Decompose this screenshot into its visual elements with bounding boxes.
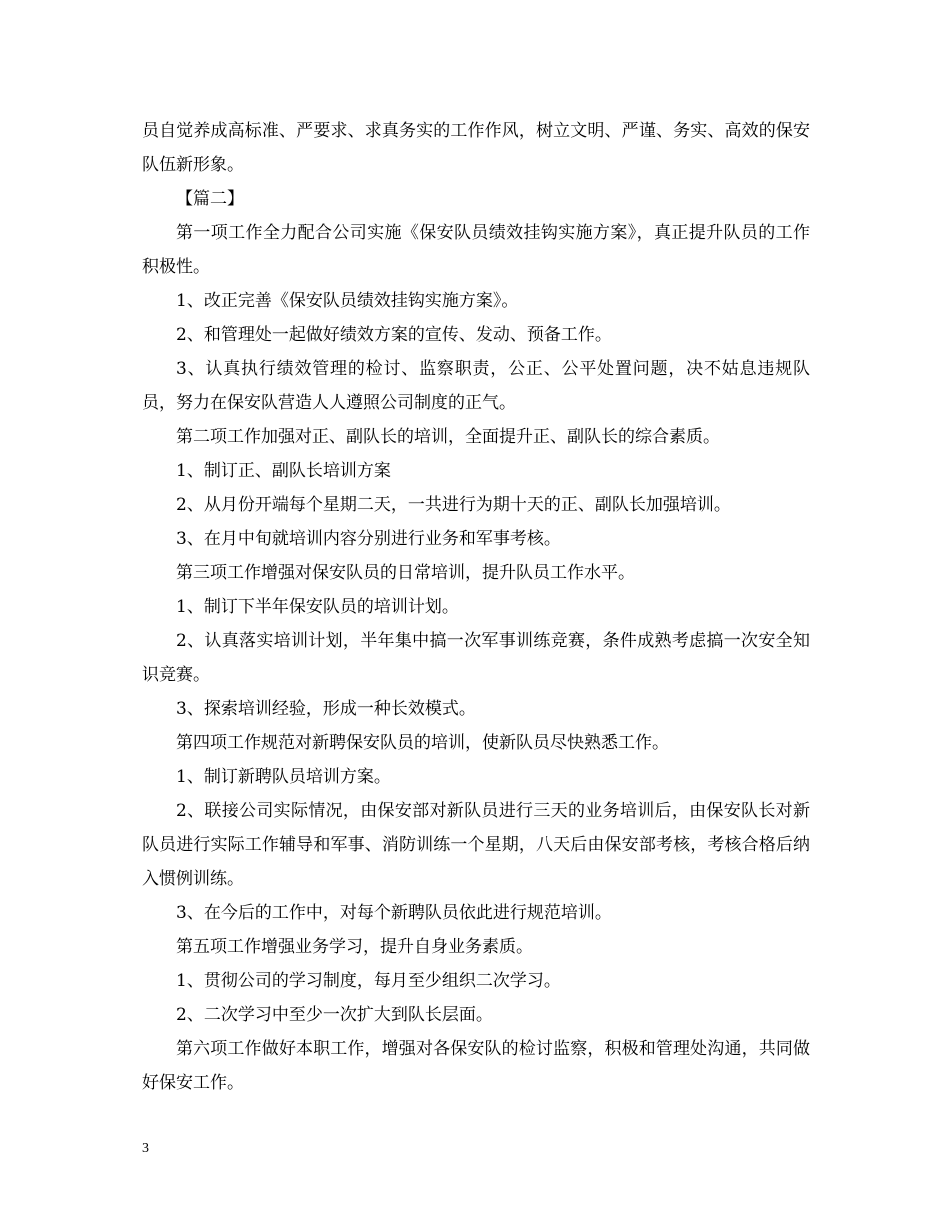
list-item: 3、在月中旬就培训内容分别进行业务和军事考核。: [176, 529, 561, 549]
list-item: 3、探索培训经验，形成一种长效模式。: [176, 699, 476, 719]
document-body: [142, 114, 810, 1100]
paragraph: 第四项工作规范对新聘保安队员的培训，使新队员尽快熟悉工作。: [176, 733, 669, 753]
page-number: 3: [142, 1141, 149, 1156]
list-item: 1、改正完善《保安队员绩效挂钩实施方案》。: [176, 291, 519, 311]
list-item: 2、二次学习中至少一次扩大到队长层面。: [176, 1005, 493, 1025]
list-item: 2、认真落实培训计划，半年集中搞一次军事训练竞赛，条件成熟考虑搞一次安全知识竞赛。: [142, 631, 810, 685]
list-item: 2、和管理处一起做好绩效方案的宣传、发动、预备工作。: [176, 325, 612, 345]
paragraph: 第一项工作全力配合公司实施《保安队员绩效挂钩实施方案》，真正提升队员的工作积极性。: [142, 223, 810, 277]
list-item: 1、贯彻公司的学习制度，每月至少组织二次学习。: [176, 971, 561, 991]
list-item: 1、制订正、副队长培训方案: [176, 461, 391, 481]
list-item: 3、在今后的工作中，对每个新聘队员依此进行规范培训。: [176, 903, 612, 923]
list-item: 1、制订新聘队员培训方案。: [176, 767, 391, 787]
paragraph: 第六项工作做好本职工作，增强对各保安队的检讨监察，积极和管理处沟通，共同做好保安工作。: [142, 1039, 810, 1093]
list-item: 2、联接公司实际情况，由保安部对新队员进行三天的业务培训后，由保安队长对新队员进行实际工作辅导和军事、消防训练一个星期，八天后由保安部考核，考核合格后纳入惯例训练。: [142, 801, 810, 889]
section-heading: 【篇二】: [176, 189, 244, 209]
paragraph: 第三项工作增强对保安队员的日常培训，提升队员工作水平。: [176, 563, 635, 583]
list-item: 2、从月份开端每个星期二天，一共进行为期十天的正、副队长加强培训。: [176, 495, 731, 515]
paragraph-continuation: 员自觉养成高标准、严要求、求真务实的工作作风，树立文明、严谨、务实、高效的保安队伍新形象。: [142, 121, 810, 175]
paragraph: 第二项工作加强对正、副队长的培训，全面提升正、副队长的综合素质。: [176, 427, 720, 447]
list-item: 1、制订下半年保安队员的培训计划。: [176, 597, 459, 617]
list-item: 3、认真执行绩效管理的检讨、监察职责，公正、公平处置问题，决不姑息违规队员，努力在保安队营造人人遵照公司制度的正气。: [142, 359, 810, 413]
paragraph: 第五项工作增强业务学习，提升自身业务素质。: [176, 937, 533, 957]
